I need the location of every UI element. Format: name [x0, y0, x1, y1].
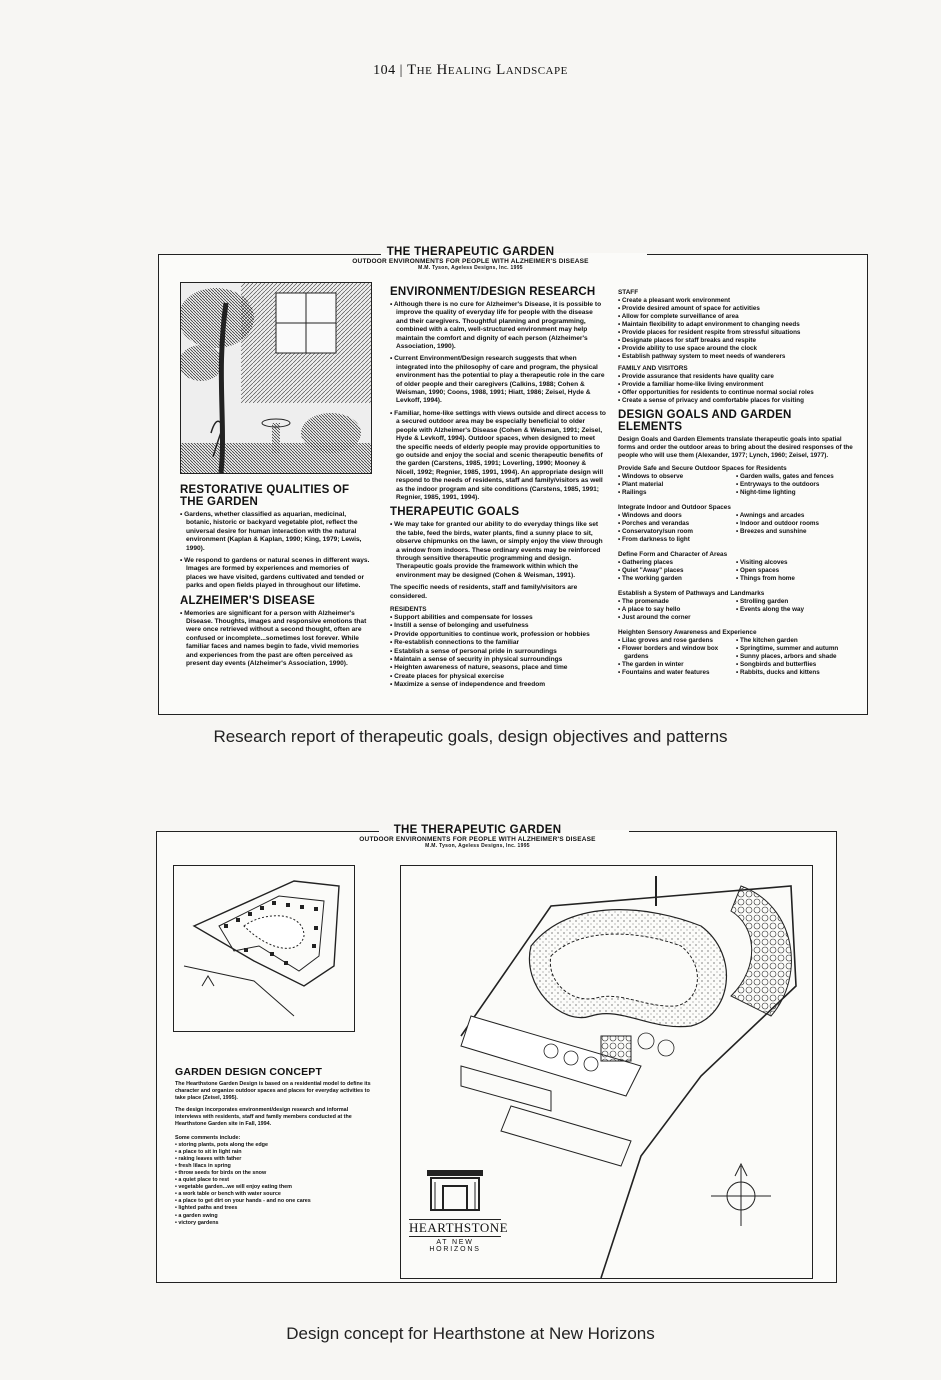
group-label: Provide Safe and Secure Outdoor Spaces for Residents — [618, 465, 787, 472]
group-define-form — [618, 559, 854, 587]
list-item: • Plant material — [618, 481, 736, 489]
list-item: • Maintain a sense of security in physical surroundings — [390, 656, 606, 664]
book-title: The Healing Landscape — [406, 62, 568, 78]
goals-note: The specific needs of residents, staff and family/visitors are considered. — [390, 584, 578, 600]
list-item: • From darkness to light — [618, 536, 736, 544]
list-item: • We may take for granted our ability to do everyday things like set the table, feed the birds, water plants, find a sunny place to sit, observe chipmunks on the lawn, or simply enjoy the view through a window from indoors. These ordinary events may be reinforced through sensitive therapeutic programming and design. Therapeutic goals provide the framework within which the environment may be designed (Cohen & Weisman, 1991). — [390, 521, 606, 580]
list-item: • Provide desired amount of space for activities — [618, 305, 854, 313]
list-item: • Establish pathway system to meet needs of wanderers — [618, 353, 854, 361]
figure1-subtitle: OUTDOOR ENVIRONMENTS FOR PEOPLE WITH ALZHEIMER'S DISEASE — [352, 258, 589, 265]
staff-list — [618, 297, 854, 361]
design-goals-title: DESIGN GOALS AND GARDEN ELEMENTS — [618, 409, 792, 433]
group-pathways — [618, 598, 854, 626]
list-item: • Just around the corner — [618, 614, 736, 622]
list-item: • Establish a sense of personal pride in surroundings — [390, 648, 606, 656]
alzheimers-title: ALZHEIMER'S DISEASE — [180, 594, 315, 607]
list-item: • Porches and verandas — [618, 520, 736, 528]
list-item: • Provide places for resident respite from stressful situations — [618, 329, 854, 337]
list-item: • Allow for complete surveillance of area — [618, 313, 854, 321]
list-item: • Offer opportunities for residents to continue normal social roles — [618, 389, 854, 397]
list-item: • Create places for physical exercise — [390, 673, 606, 681]
list-item: • Provide opportunities to continue work, profession or hobbies — [390, 631, 606, 639]
figure1-caption: Research report of therapeutic goals, design objectives and patterns — [213, 727, 728, 746]
list-item: • throw seeds for birds on the snow — [175, 1170, 375, 1177]
list-item: • Familiar, home-like settings with views outside and direct access to a secured outdoor area may be especially beneficial to older people with Alzheimer's Disease (Cohen & Weisman, 1991; Zeisel, Hyde & Levkoff, 1994). Outdoor spaces, when designed to meet the specific needs of elderly people may provide opportunities to go outside and enjoy the social and scenic therapeutic benefits of the garden (Carstens, 1985, 1991; Loverling, 1990; Mooney & Nicell, 1992; Regnier, 1985, 1991, 1994). An appropriate design will respond to the needs of residents, staff and family/visitors as well as the indoor program and site conditions (Carstens, 1985, 1991; Regnier, 1985, 1991, 1994). — [390, 410, 606, 502]
list-item: • Railings — [618, 489, 736, 497]
list-item: • Night-time lighting — [736, 489, 854, 497]
group-label: Define Form and Character of Areas — [618, 551, 728, 558]
list-item: • storing plants, pots along the edge — [175, 1142, 375, 1149]
garden-engraving-illustration — [180, 282, 372, 474]
list-item: • Indoor and outdoor rooms — [736, 520, 854, 528]
list-item: • Events along the way — [736, 606, 854, 614]
family-label: FAMILY AND VISITORS — [618, 365, 688, 372]
concept-paragraph-1: The Hearthstone Garden Design is based on a residential model to define its character and organize outdoor spaces and places for everyday activities to take place (Zeisel, 1995). — [175, 1081, 371, 1102]
list-item: • Fountains and water features — [618, 669, 736, 677]
figure1-title: THE THERAPEUTIC GARDEN — [386, 246, 555, 258]
list-item: • Entryways to the outdoors — [736, 481, 854, 489]
group-label: Heighten Sensory Awareness and Experience — [618, 629, 757, 636]
list-item: • Open spaces — [736, 567, 854, 575]
family-list — [618, 373, 854, 405]
list-item: • a place to sit in light rain — [175, 1149, 375, 1156]
list-item: • Things from home — [736, 575, 854, 583]
group-safe-spaces — [618, 473, 854, 501]
list-item: • Although there is no cure for Alzheimer's Disease, it is possible to improve the quality of everyday life for people with the disease and their caregivers. Thoughtful planning and programming, combined with a calm, well-structured environment may help maintain the comfort and dignity of each person (Alzheimer's Association, 1990). — [390, 301, 606, 351]
list-item: • Current Environment/Design research suggests that when integrated into the philosophy of care and program, the physical environment has the potential to play a therapeutic role in the care of older people and their caregivers (Calkins, 1988; Cohen & Weisman, 1990; Coons, 1988, 1991; Hiatt, 1986; Zeisel, Hyde & Levkoff, 1994). — [390, 355, 606, 405]
list-item: • Support abilities and compensate for losses — [390, 614, 606, 622]
staff-label: STAFF — [618, 289, 639, 296]
figure2-subtitle: OUTDOOR ENVIRONMENTS FOR PEOPLE WITH ALZHEIMER'S DISEASE — [359, 836, 596, 843]
list-item: • Conservatory/sun room — [618, 528, 736, 536]
list-item: • Provide ability to use space around the clock — [618, 345, 854, 353]
list-item: • Awnings and arcades — [736, 512, 854, 520]
comments-list — [175, 1142, 375, 1227]
page-number: 104 — [373, 63, 396, 78]
list-item: • lighted paths and trees — [175, 1205, 375, 1212]
list-item: • fresh lilacs in spring — [175, 1163, 375, 1170]
list-item: • The working garden — [618, 575, 736, 583]
list-item: • Sunny places, arbors and shade — [736, 653, 854, 661]
logo-subtitle: AT NEW HORIZONS — [429, 1239, 481, 1253]
list-item: • A place to say hello — [618, 606, 736, 614]
list-item: • vegetable garden...we will enjoy eating them — [175, 1184, 375, 1191]
list-item: • Gathering places — [618, 559, 736, 567]
list-item: • Breezes and sunshine — [736, 528, 854, 536]
list-item: • We respond to gardens or natural scenes in different ways. Images are formed by experiences and memories of places we have visited, gardens cultivated and tended or parks and open fields played in throughout our lifetime. — [180, 557, 370, 591]
figure1-heading — [0, 246, 941, 271]
list-item: • Heighten awareness of nature, seasons, place and time — [390, 664, 606, 672]
list-item: • a garden swing — [175, 1213, 375, 1220]
list-item: • Windows to observe — [618, 473, 736, 481]
hearth-icon — [425, 1168, 485, 1212]
list-item: • a place to get dirt on your hands - and no one cares — [175, 1198, 375, 1205]
alzheimers-list — [180, 610, 370, 669]
logo-name: HEARTHSTONE — [409, 1220, 509, 1235]
group-label: Integrate Indoor and Outdoor Spaces — [618, 504, 731, 511]
research-list — [390, 301, 606, 502]
list-item: • The promenade — [618, 598, 736, 606]
figure2-title: THE THERAPEUTIC GARDEN — [393, 824, 562, 836]
list-item: • Flower borders and window box gardens — [618, 645, 736, 661]
figure2-credit: M.M. Tyson, Ageless Designs, Inc. 1995 — [425, 843, 530, 849]
group-integrate — [618, 512, 854, 548]
figure2-text-column — [175, 1064, 375, 1231]
comments-label: Some comments include: — [175, 1134, 241, 1141]
list-item: • Visiting alcoves — [736, 559, 854, 567]
separator: | — [399, 63, 403, 78]
research-title: ENVIRONMENT/DESIGN RESEARCH — [390, 286, 596, 298]
list-item: • Maximize a sense of independence and freedom — [390, 681, 606, 689]
list-item: • Quiet "Away" places — [618, 567, 736, 575]
residents-label: RESIDENTS — [390, 606, 427, 613]
list-item: • Instill a sense of belonging and usefulness — [390, 622, 606, 630]
goals-list — [390, 521, 606, 580]
figure1-credit: M.M. Tyson, Ageless Designs, Inc. 1995 — [418, 265, 523, 271]
residents-list — [390, 614, 606, 690]
list-item: • Create a pleasant work environment — [618, 297, 854, 305]
list-item: • raking leaves with father — [175, 1156, 375, 1163]
running-head — [0, 62, 941, 79]
list-item: • Strolling garden — [736, 598, 854, 606]
list-item: • Windows and doors — [618, 512, 736, 520]
list-item: • Provide a familiar home-like living environment — [618, 381, 854, 389]
list-item: • Garden walls, gates and fences — [736, 473, 854, 481]
concept-title: GARDEN DESIGN CONCEPT — [175, 1066, 323, 1078]
list-item: • Memories are significant for a person with Alzheimer's Disease. Thoughts, images and responsive emotions that were once retrieved without a second thought, often are confused or incomplete...sometimes lost forever. While familiar faces and names begin to fade, vivid memories and experiences from the past are often perceived as present day events (Alzheimer's Association, 1990). — [180, 610, 370, 669]
concept-paragraph-2: The design incorporates environment/design research and informal interviews with residents, staff and family members conducted at the Hearthstone Garden site in Fall, 1994. — [175, 1107, 352, 1128]
list-item: • The kitchen garden — [736, 637, 854, 645]
restorative-title: RESTORATIVE QUALITIES OF THE GARDEN — [180, 484, 350, 508]
figure2-caption: Design concept for Hearthstone at New Horizons — [286, 1324, 655, 1343]
list-item: • Songbirds and butterflies — [736, 661, 854, 669]
list-item: • Lilac groves and rose gardens — [618, 637, 736, 645]
figure1-middle-column — [390, 284, 606, 694]
hearthstone-logo — [409, 1168, 509, 1253]
list-item: • a work table or bench with water source — [175, 1191, 375, 1198]
list-item: • Designate places for staff breaks and respite — [618, 337, 854, 345]
list-item: • Springtime, summer and autumn — [736, 645, 854, 653]
figure1-right-column — [618, 286, 854, 681]
goals-title: THERAPEUTIC GOALS — [390, 506, 520, 519]
list-item: • victory gardens — [175, 1220, 375, 1227]
list-item: • Create a sense of privacy and comfortable places for visiting — [618, 397, 854, 405]
figure1-left-column — [180, 482, 370, 673]
list-item: • a quiet place to rest — [175, 1177, 375, 1184]
group-label: Establish a System of Pathways and Landmarks — [618, 590, 765, 597]
group-sensory — [618, 637, 854, 681]
list-item: • Gardens, whether classified as aquarian, medicinal, botanic, historic or backyard vegetable plot, reflect the universal desire for human interaction with the natural environment (Kaplan & Kaplan, 1990; King, 1979; Lewis, 1990). — [180, 511, 370, 553]
list-item: • The garden in winter — [618, 661, 736, 669]
list-item: • Re-establish connections to the familiar — [390, 639, 606, 647]
list-item: • Provide assurance that residents have quality care — [618, 373, 854, 381]
restorative-list — [180, 511, 370, 591]
figure2-heading — [0, 824, 941, 849]
list-item: • Rabbits, ducks and kittens — [736, 669, 854, 677]
list-item: • Maintain flexibility to adapt environment to changing needs — [618, 321, 854, 329]
design-goals-intro: Design Goals and Garden Elements translate therapeutic goals into spatial forms and order the outdoor areas to bring about the desired responses of the people who will use them (Alexander, 1977; Lynch, 1960; Zeisel, 1977). — [618, 436, 853, 459]
site-plan-sketch — [173, 865, 355, 1032]
